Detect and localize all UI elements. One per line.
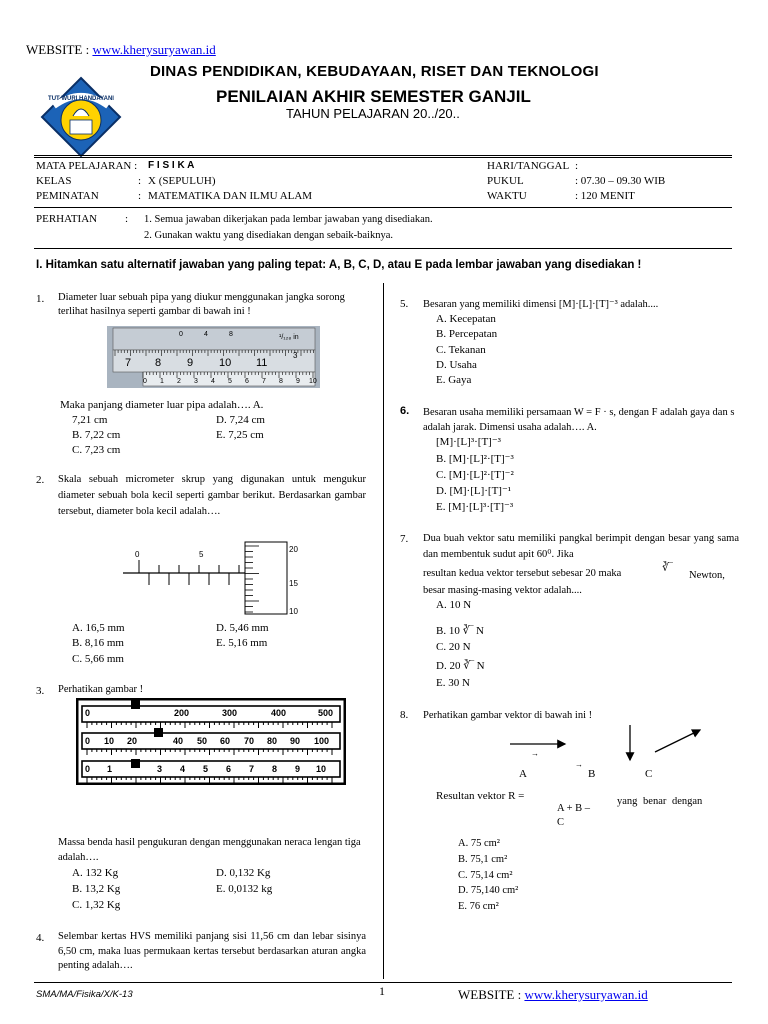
perhatian-colon: : [125, 213, 129, 225]
q8-option-a[interactable]: A. 75 cm² [458, 838, 500, 849]
q5-option-b[interactable]: B. Percepatan [436, 328, 498, 340]
vernier-caliper-image [107, 326, 320, 388]
svg-text:3: 3 [157, 764, 163, 774]
svg-text:500: 500 [318, 708, 334, 718]
svg-text:9: 9 [187, 357, 194, 369]
vector-label-b: B [588, 768, 596, 780]
svg-text:¹/₁₂₈ in: ¹/₁₂₈ in [279, 334, 299, 341]
website-footer [458, 987, 648, 1003]
svg-text:0: 0 [85, 708, 91, 718]
footer-code: SMA/MA/Fisika/X/K-13 [36, 989, 133, 1000]
q6-option-d[interactable]: D. [M]·[L]·[T]⁻¹ [436, 485, 512, 497]
micrometer-image [123, 540, 303, 616]
q8-option-b[interactable]: B. 75,1 cm² [458, 854, 508, 865]
svg-text:70: 70 [244, 736, 255, 746]
q7-text-2: resultan kedua vektor tersebut sebesar 20 maka [423, 568, 622, 579]
vector-label-a: A [519, 768, 527, 780]
svg-text:15: 15 [289, 579, 298, 588]
svg-text:200: 200 [174, 708, 190, 718]
waktu-label: WAKTU [487, 190, 527, 202]
q6-option-a[interactable]: [M]·[L]³·[T]⁻³ [436, 436, 501, 448]
q8-tail: yang benar dengan [617, 796, 703, 807]
q2-option-c[interactable]: C. 5,66 mm [72, 653, 124, 665]
svg-text:11: 11 [256, 357, 268, 369]
q7-option-a[interactable]: A. 10 N [436, 599, 472, 611]
svg-text:1: 1 [107, 764, 113, 774]
sqrt3-symbol: ∛‾ [662, 562, 673, 574]
q7-option-c[interactable]: C. 20 N [436, 641, 471, 653]
svg-text:400: 400 [271, 708, 287, 718]
q7-text-1: Dua buah vektor satu memiliki pangkal berimpit dengan besar yang sama dan membentuk sudut apit 60⁰. Jika [423, 533, 739, 561]
q1-option-b[interactable]: B. 7,22 cm [72, 429, 121, 441]
q2-option-d[interactable]: D. 5,46 mm [216, 622, 269, 634]
q8-stem: Resultan vektor R = [436, 790, 525, 802]
q2-text: Skala sebuah micrometer skrup yang digunakan untuk mengukur diameter sebuah bola kecil seperti gambar berikut. Berdasarkan gambar tersebut, diameter bola kecil adalah…. [58, 474, 366, 517]
sqrt3-symbol: ∛‾ [462, 625, 474, 637]
peminatan-label: PEMINATAN [36, 190, 99, 202]
q7-option-e[interactable]: E. 30 N [436, 677, 470, 689]
svg-text:4: 4 [204, 331, 208, 338]
svg-text:1: 1 [160, 378, 164, 385]
q5-option-d[interactable]: D. Usaha [436, 359, 477, 371]
vector-c-arrow [655, 730, 700, 752]
q1-option-a[interactable]: 7,21 cm [72, 414, 108, 426]
svg-text:9: 9 [296, 378, 300, 385]
q7-option-d[interactable] [436, 660, 485, 674]
logo-text: TUT WURI HANDAYANI [48, 96, 114, 102]
academic-year: TAHUN PELAJARAN 20../20.. [286, 106, 460, 121]
svg-text:300: 300 [222, 708, 238, 718]
q8-option-d[interactable]: D. 75,140 cm² [458, 885, 519, 896]
peminatan-value: MATEMATIKA DAN ILMU ALAM [148, 190, 313, 202]
svg-text:3: 3 [293, 351, 298, 360]
svg-text:20: 20 [127, 736, 138, 746]
svg-text:8: 8 [229, 331, 233, 338]
q4-number: 4. [36, 932, 45, 944]
q1-number: 1. [36, 293, 45, 305]
svg-text:5: 5 [203, 764, 209, 774]
q6-option-e[interactable]: E. [M]·[L]³·[T]⁻³ [436, 501, 514, 513]
kelas-colon: : [138, 175, 142, 187]
website-link[interactable]: www.kherysuryawan.id [92, 42, 216, 57]
footer-website-label: WEBSITE : [458, 987, 525, 1002]
q7-text-4: besar masing-masing vektor adalah.... [423, 585, 582, 596]
q7-option-b-unit: N [476, 625, 484, 637]
mapel-label: MATA PELAJARAN : [36, 160, 138, 172]
svg-text:90: 90 [290, 736, 301, 746]
svg-text:7: 7 [249, 764, 255, 774]
q7-option-d-unit: N [476, 660, 485, 672]
q5-text: Besaran yang memiliki dimensi [M]·[L]·[T]⁻³ adalah.... [423, 299, 659, 310]
svg-text:50: 50 [197, 736, 208, 746]
peminatan-colon: : [138, 190, 142, 202]
svg-text:2: 2 [177, 378, 181, 385]
q6-option-c[interactable]: C. [M]·[L]²·[T]⁻² [436, 469, 514, 481]
svg-text:40: 40 [173, 736, 184, 746]
svg-text:0: 0 [85, 764, 91, 774]
svg-text:0: 0 [179, 331, 183, 338]
exam-title: PENILAIAN AKHIR SEMESTER GANJIL [216, 87, 531, 106]
footer-website-link[interactable]: www.kherysuryawan.id [524, 987, 648, 1002]
vector-diagram [505, 720, 715, 770]
info-divider [34, 207, 732, 208]
perhatian-divider [34, 248, 732, 249]
svg-text:10: 10 [289, 607, 298, 616]
q7-option-d-value: D. 20 [436, 660, 461, 672]
q5-option-a[interactable]: A. Kecepatan [436, 313, 496, 325]
mapel-value: F I S I K A [148, 160, 195, 171]
perhatian-label: PERHATIAN [36, 213, 98, 225]
q2-option-a[interactable]: A. 16,5 mm [72, 622, 125, 634]
triple-beam-balance-image [76, 698, 346, 785]
q1-stem: Maka panjang diameter luar pipa adalah…. A. [60, 399, 264, 411]
tut-wuri-logo [40, 76, 122, 158]
pukul-label: PUKUL [487, 175, 524, 187]
q7-option-b[interactable] [436, 625, 484, 639]
svg-text:10: 10 [104, 736, 115, 746]
kelas-label: KELAS [36, 175, 72, 187]
q6-option-b[interactable]: B. [M]·[L]²·[T]⁻³ [436, 453, 514, 465]
q3-option-e[interactable]: E. 0,0132 kg [216, 883, 273, 895]
kelas-value: X (SEPULUH) [148, 175, 216, 187]
q8-option-c[interactable]: C. 75,14 cm² [458, 870, 513, 881]
sqrt3-symbol: ∛‾ [463, 660, 474, 672]
q3-option-c[interactable]: C. 1,32 Kg [72, 899, 121, 911]
svg-text:80: 80 [267, 736, 278, 746]
q1-option-e[interactable]: E. 7,25 cm [216, 429, 264, 441]
q7-text-3: Newton, [689, 570, 725, 581]
svg-text:20: 20 [289, 545, 298, 554]
svg-text:4: 4 [211, 378, 215, 385]
svg-text:0: 0 [143, 378, 147, 385]
vector-label-c: C [645, 768, 653, 780]
waktu-value: : 120 MENIT [575, 190, 635, 202]
svg-text:4: 4 [180, 764, 186, 774]
agency-title: DINAS PENDIDIKAN, KEBUDAYAAN, RISET DAN TEKNOLOGI [150, 63, 599, 80]
q1-text: Diameter luar sebuah pipa yang diukur menggunakan jangka sorong terlihat hasilnya seperti gambar di bawah ini ! [58, 292, 345, 318]
perhatian-2: 2. Gunakan waktu yang disediakan dengan sebaik-baiknya. [144, 230, 394, 241]
svg-text:5: 5 [228, 378, 232, 385]
q5-number: 5. [400, 298, 409, 310]
svg-text:10: 10 [316, 764, 327, 774]
q6-number: 6. [400, 405, 410, 417]
q1-option-d[interactable]: D. 7,24 cm [216, 414, 265, 426]
q3-option-a[interactable]: A. 132 Kg [72, 867, 119, 879]
hari-value: : [575, 160, 579, 172]
svg-text:0: 0 [135, 550, 140, 559]
q4-text: Selembar kertas HVS memiliki panjang sisi 11,56 cm dan lebar sisinya 6,50 cm, maka luas permukaan kertas tersebut berdasarkan aturan angka penting adalah…. [58, 931, 366, 972]
svg-text:60: 60 [220, 736, 231, 746]
svg-text:6: 6 [245, 378, 249, 385]
section-instruction: I. Hitamkan satu alternatif jawaban yang paling tepat: A, B, C, D, atau E pada lembar jawaban yang disediakan ! [36, 259, 642, 271]
q8-text: Perhatikan gambar vektor di bawah ini ! [423, 710, 593, 721]
pukul-value: : 07.30 – 09.30 WIB [575, 175, 666, 187]
q2-option-e[interactable]: E. 5,16 mm [216, 637, 268, 649]
q8-formula: A + B – [557, 803, 591, 814]
hari-label: HARI/TANGGAL [487, 160, 570, 172]
q8-number: 8. [400, 709, 409, 721]
svg-text:→: → [531, 749, 539, 758]
svg-text:0: 0 [85, 736, 91, 746]
q5-option-e[interactable]: E. Gaya [436, 374, 472, 386]
q1-option-c[interactable]: C. 7,23 cm [72, 444, 121, 456]
q5-option-c[interactable]: C. Tekanan [436, 344, 486, 356]
q3-option-d[interactable]: D. 0,132 Kg [216, 867, 271, 879]
svg-text:9: 9 [295, 764, 301, 774]
svg-text:3: 3 [194, 378, 198, 385]
q8-formula-2: C [557, 817, 565, 828]
q3-number: 3. [36, 685, 45, 697]
svg-text:6: 6 [226, 764, 232, 774]
q2-number: 2. [36, 474, 45, 486]
svg-text:7: 7 [262, 378, 266, 385]
website-label: WEBSITE : [26, 42, 93, 57]
svg-text:100: 100 [314, 736, 330, 746]
q3-stem: Massa benda hasil pengukuran dengan menggunakan neraca lengan tiga adalah…. [58, 837, 361, 863]
q7-number: 7. [400, 533, 409, 545]
svg-text:→: → [575, 760, 583, 769]
perhatian-1: 1. Semua jawaban dikerjakan pada lembar jawaban yang disediakan. [144, 214, 433, 225]
svg-text:8: 8 [155, 357, 162, 369]
q7-option-b-value: B. 10 [436, 625, 460, 637]
q2-option-b[interactable]: B. 8,16 mm [72, 637, 124, 649]
svg-text:7: 7 [125, 357, 132, 369]
q3-option-b[interactable]: B. 13,2 Kg [72, 883, 121, 895]
svg-text:8: 8 [279, 378, 283, 385]
q8-option-e[interactable]: E. 76 cm² [458, 901, 499, 912]
svg-text:10: 10 [219, 357, 232, 369]
svg-text:5: 5 [199, 550, 204, 559]
q3-text: Perhatikan gambar ! [58, 684, 144, 695]
q6-text: Besaran usaha memiliki persamaan W = F · s, dengan F adalah gaya dan s adalah jarak. Dimensi usaha adalah…. A. [423, 407, 735, 434]
header-divider [34, 155, 732, 158]
website-header [26, 42, 216, 58]
column-divider [383, 283, 384, 979]
footer-divider [34, 982, 732, 983]
page-number: 1 [379, 984, 385, 998]
svg-text:8: 8 [272, 764, 278, 774]
svg-text:10: 10 [309, 378, 317, 385]
